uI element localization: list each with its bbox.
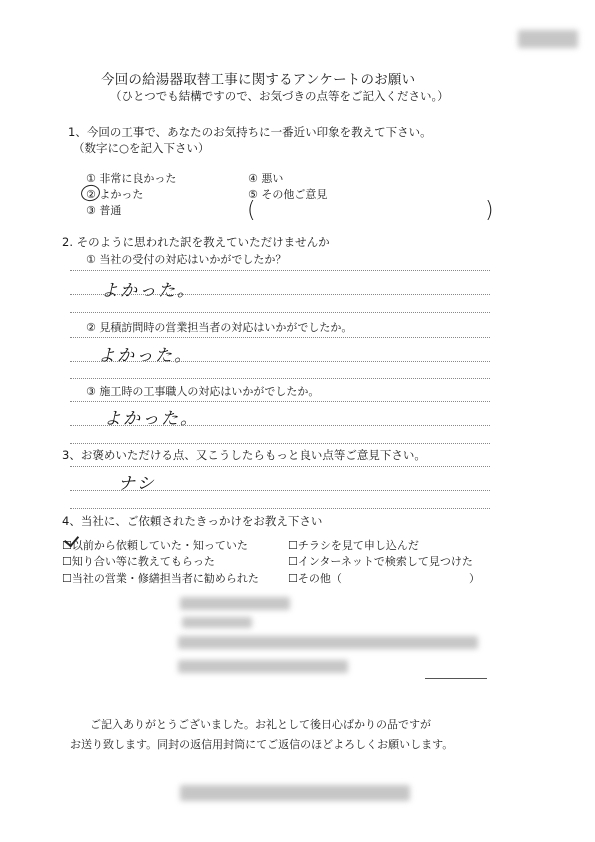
q4-choice-1: ☐以前から依頼していた・知っていた	[62, 539, 248, 552]
footer-line-2: お送り致します。同封の返信用封筒にてご返信のほどよろしくお願いします。	[70, 738, 454, 751]
q4-heading: 4、当社に、ご依頼されたきっかけをお教え下さい	[62, 514, 323, 528]
checkbox: ☐	[288, 572, 298, 585]
q3-heading: 3、お褒めいただける点、又こうしたらもっと良い点等ご意見下さい。	[62, 448, 426, 462]
answer-line	[70, 312, 490, 313]
checkbox: ☐	[62, 572, 72, 585]
q1-option-5: ⑤ その他ご意見	[248, 188, 328, 201]
q2-sub1: ① 当社の受付の対応はいかがでしたか？	[86, 253, 287, 266]
answer-line	[70, 443, 490, 444]
q2-heading: 2. そのように思われた訳を教えていただけませんか	[62, 235, 330, 249]
answer-line	[70, 270, 490, 271]
answer-line	[70, 294, 490, 295]
answer-line	[70, 337, 490, 338]
checkbox: ☐	[288, 539, 298, 552]
answer-line	[70, 508, 490, 509]
q1-option-1: ① 非常に良かった	[86, 172, 177, 185]
redacted-phone	[178, 660, 348, 673]
q1-paren-open: (	[247, 198, 256, 223]
q4-choice-2: ☐知り合い等に教えてもらった	[62, 555, 215, 568]
q4-choice-4: ☐チラシを見て申し込んだ	[288, 539, 419, 552]
q2-answer2: よかった。	[98, 346, 193, 366]
q1-option-4: ④ 悪い	[248, 172, 284, 185]
q2-sub2: ② 見積訪問時の営業担当者の対応はいかがでしたか。	[86, 321, 353, 334]
redacted-address	[178, 636, 478, 649]
survey-title: 今回の給湯器取替工事に関するアンケートのお願い	[101, 72, 416, 88]
survey-subtitle: （ひとつでも結構ですので、お気づきの点等をご記入ください。）	[110, 89, 449, 103]
answer-line	[70, 466, 490, 467]
q1-paren-close: )	[485, 198, 494, 223]
q4-choice-5: ☐インターネットで検索して見つけた	[288, 555, 473, 568]
q4-choice-6: ☐その他（	[288, 572, 342, 585]
q1-heading: 1、今回の工事で、あなたのお気持ちに一番近い印象を教えて下さい。	[68, 125, 432, 139]
q2-sub3: ③ 施工時の工事職人の対応はいかがでしたか。	[86, 385, 320, 398]
q2-answer3: よかった。	[104, 409, 199, 429]
answer-line	[70, 490, 490, 491]
q1-option-3: ③ 普通	[86, 204, 122, 217]
answer-line	[70, 361, 490, 362]
q2-answer1: よかった。	[101, 281, 196, 301]
answer-line	[70, 425, 490, 426]
q3-answer: ナシ	[118, 474, 156, 494]
redacted-stamp	[518, 30, 578, 48]
q1-option-2: ② よかった	[86, 188, 144, 201]
redacted-name	[180, 597, 290, 610]
q1-instruction: （数字に○を記入下さい）	[73, 141, 210, 155]
redacted-company	[180, 785, 410, 801]
checkbox: ☐	[288, 555, 298, 568]
checkbox: ☐	[62, 555, 72, 568]
footer-line-1: ご記入ありがとうございました。お礼として後日心ばかりの品ですが	[90, 718, 431, 731]
signature-line	[425, 678, 487, 679]
checkbox-checked: ☐	[62, 539, 72, 552]
q4-choice-3: ☐当社の営業・修繕担当者に勧められた	[62, 572, 259, 585]
q4-choice-6-close: ）	[469, 572, 480, 585]
redacted-line	[182, 617, 252, 628]
answer-line	[70, 401, 490, 402]
answer-line	[70, 378, 490, 379]
